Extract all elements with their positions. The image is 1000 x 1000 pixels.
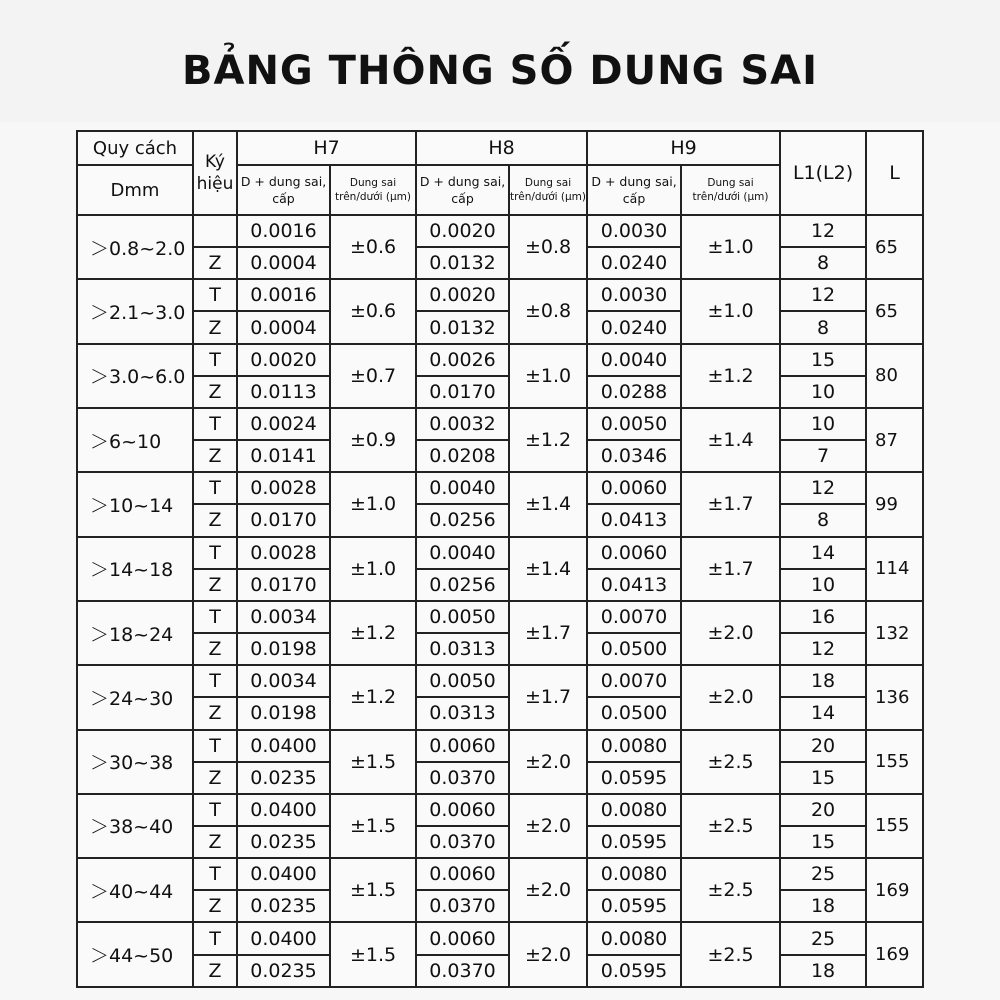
table-row: [77, 922, 923, 954]
h9-value-t: 0.0080: [587, 858, 681, 890]
h7-value-t: 0.0400: [237, 730, 330, 762]
h7-value-t: 0.0028: [237, 472, 330, 504]
h9-value-t: 0.0070: [587, 601, 681, 633]
h9-tolerance: ±1.2: [681, 344, 780, 408]
h7-value-z: 0.0198: [237, 633, 330, 665]
l1-value: 10: [780, 408, 866, 440]
l1-value: 12: [780, 215, 866, 247]
symbol-t: T: [193, 730, 237, 762]
table-row: [77, 440, 923, 472]
h9-value-t: 0.0060: [587, 472, 681, 504]
l2-value: 15: [780, 762, 866, 794]
symbol-z: Z: [193, 247, 237, 279]
h9-value-t: 0.0030: [587, 279, 681, 311]
l2-value: 8: [780, 504, 866, 536]
h9-tolerance: ±1.7: [681, 472, 780, 536]
h7-value-z: 0.0198: [237, 697, 330, 729]
symbol-t: T: [193, 344, 237, 376]
l1-value: 12: [780, 472, 866, 504]
h9-tolerance: ±2.5: [681, 858, 780, 922]
h9-tolerance: ±1.0: [681, 279, 780, 343]
header-symbol: Ký hiệu: [193, 131, 237, 215]
size-range: ＞24~30: [77, 665, 193, 729]
h8-value-z: 0.0370: [416, 955, 509, 987]
h8-value-t: 0.0040: [416, 472, 509, 504]
symbol-z: Z: [193, 762, 237, 794]
header-dmm: Dmm: [77, 165, 193, 215]
h7-value-t: 0.0400: [237, 794, 330, 826]
size-range: ＞14~18: [77, 537, 193, 601]
h9-tolerance: ±2.0: [681, 665, 780, 729]
header-h9-tol: Dung sai trên/dưới (μm): [681, 165, 780, 215]
l2-value: 10: [780, 569, 866, 601]
l2-value: 8: [780, 247, 866, 279]
h7-value-z: 0.0141: [237, 440, 330, 472]
size-range: ＞0.8~2.0: [77, 215, 193, 279]
l2-value: 18: [780, 955, 866, 987]
h8-value-z: 0.0256: [416, 504, 509, 536]
l1-value: 16: [780, 601, 866, 633]
h9-value-t: 0.0060: [587, 537, 681, 569]
h9-tolerance: ±2.0: [681, 601, 780, 665]
h9-value-z: 0.0595: [587, 826, 681, 858]
header-h8: H8: [416, 131, 587, 165]
l-value: 169: [866, 922, 923, 987]
table-row: [77, 376, 923, 408]
symbol-z: Z: [193, 633, 237, 665]
l2-value: 18: [780, 890, 866, 922]
symbol-z: Z: [193, 955, 237, 987]
h8-value-t: 0.0040: [416, 537, 509, 569]
header-h8-dtol: D + dung sai, cấp: [416, 165, 509, 215]
h9-value-z: 0.0595: [587, 762, 681, 794]
h8-value-t: 0.0060: [416, 858, 509, 890]
h7-tolerance: ±1.5: [330, 794, 416, 858]
symbol-t: [193, 215, 237, 247]
h8-value-z: 0.0370: [416, 890, 509, 922]
h7-value-t: 0.0016: [237, 279, 330, 311]
page-title: BẢNG THÔNG SỐ DUNG SAI: [182, 48, 818, 94]
l2-value: 14: [780, 697, 866, 729]
h8-value-t: 0.0026: [416, 344, 509, 376]
l1-value: 15: [780, 344, 866, 376]
h7-tolerance: ±0.6: [330, 215, 416, 279]
h9-value-z: 0.0413: [587, 504, 681, 536]
h8-tolerance: ±0.8: [509, 279, 587, 343]
h8-tolerance: ±1.7: [509, 665, 587, 729]
l-value: 136: [866, 665, 923, 729]
header-h9: H9: [587, 131, 780, 165]
table-row: [77, 633, 923, 665]
table-row: [77, 504, 923, 536]
h8-value-t: 0.0020: [416, 279, 509, 311]
h9-tolerance: ±2.5: [681, 922, 780, 987]
h9-value-t: 0.0080: [587, 730, 681, 762]
h9-value-z: 0.0288: [587, 376, 681, 408]
symbol-z: Z: [193, 311, 237, 343]
l2-value: 8: [780, 311, 866, 343]
h7-value-z: 0.0170: [237, 569, 330, 601]
h8-value-t: 0.0060: [416, 794, 509, 826]
symbol-t: T: [193, 472, 237, 504]
h8-value-z: 0.0132: [416, 311, 509, 343]
h7-value-t: 0.0016: [237, 215, 330, 247]
l2-value: 7: [780, 440, 866, 472]
h7-tolerance: ±1.5: [330, 858, 416, 922]
h8-value-z: 0.0256: [416, 569, 509, 601]
h7-value-z: 0.0235: [237, 762, 330, 794]
h9-value-z: 0.0413: [587, 569, 681, 601]
symbol-t: T: [193, 858, 237, 890]
size-range: ＞30~38: [77, 730, 193, 794]
h8-tolerance: ±2.0: [509, 922, 587, 987]
h9-tolerance: ±2.5: [681, 730, 780, 794]
h9-value-z: 0.0240: [587, 311, 681, 343]
h8-value-t: 0.0060: [416, 730, 509, 762]
table-row: [77, 858, 923, 890]
h7-value-z: 0.0004: [237, 247, 330, 279]
h8-tolerance: ±2.0: [509, 730, 587, 794]
symbol-t: T: [193, 922, 237, 954]
symbol-z: Z: [193, 697, 237, 729]
h7-tolerance: ±1.2: [330, 665, 416, 729]
l1-value: 12: [780, 279, 866, 311]
h7-value-t: 0.0024: [237, 408, 330, 440]
header-l: L: [866, 131, 923, 215]
h9-value-z: 0.0595: [587, 955, 681, 987]
l1-value: 20: [780, 794, 866, 826]
h9-value-t: 0.0050: [587, 408, 681, 440]
l-value: 99: [866, 472, 923, 536]
h8-value-t: 0.0020: [416, 215, 509, 247]
header-h7-tol: Dung sai trên/dưới (μm): [330, 165, 416, 215]
symbol-z: Z: [193, 826, 237, 858]
h7-tolerance: ±1.0: [330, 472, 416, 536]
h9-value-z: 0.0500: [587, 697, 681, 729]
h7-value-t: 0.0034: [237, 665, 330, 697]
h8-tolerance: ±2.0: [509, 794, 587, 858]
h9-tolerance: ±2.5: [681, 794, 780, 858]
h9-value-z: 0.0595: [587, 890, 681, 922]
table-row: [77, 955, 923, 987]
h8-value-t: 0.0050: [416, 665, 509, 697]
h7-value-z: 0.0235: [237, 826, 330, 858]
l2-value: 15: [780, 826, 866, 858]
h8-value-t: 0.0032: [416, 408, 509, 440]
h7-value-t: 0.0020: [237, 344, 330, 376]
size-range: ＞2.1~3.0: [77, 279, 193, 343]
table-row: [77, 344, 923, 376]
h7-tolerance: ±1.0: [330, 537, 416, 601]
h9-tolerance: ±1.7: [681, 537, 780, 601]
l1-value: 18: [780, 665, 866, 697]
h8-tolerance: ±0.8: [509, 215, 587, 279]
size-range: ＞38~40: [77, 794, 193, 858]
tolerance-table: [76, 130, 924, 988]
l-value: 155: [866, 730, 923, 794]
l-value: 80: [866, 344, 923, 408]
size-range: ＞18~24: [77, 601, 193, 665]
h9-value-t: 0.0080: [587, 794, 681, 826]
table-row: [77, 472, 923, 504]
h9-value-z: 0.0500: [587, 633, 681, 665]
symbol-t: T: [193, 537, 237, 569]
h8-value-z: 0.0313: [416, 697, 509, 729]
h9-value-t: 0.0030: [587, 215, 681, 247]
table-row: [77, 730, 923, 762]
header-h7: H7: [237, 131, 416, 165]
table-row: [77, 762, 923, 794]
table-row: [77, 665, 923, 697]
table-row: [77, 247, 923, 279]
table-row: [77, 279, 923, 311]
h7-tolerance: ±0.6: [330, 279, 416, 343]
symbol-z: Z: [193, 376, 237, 408]
header-spec: Quy cách: [77, 131, 193, 165]
l-value: 87: [866, 408, 923, 472]
table-row: [77, 826, 923, 858]
size-range: ＞10~14: [77, 472, 193, 536]
symbol-z: Z: [193, 440, 237, 472]
h7-tolerance: ±1.5: [330, 922, 416, 987]
table-row: [77, 537, 923, 569]
table-row: [77, 890, 923, 922]
symbol-t: T: [193, 601, 237, 633]
h8-tolerance: ±1.4: [509, 472, 587, 536]
table-row: [77, 794, 923, 826]
table-row: [77, 697, 923, 729]
h8-value-z: 0.0132: [416, 247, 509, 279]
l2-value: 10: [780, 376, 866, 408]
size-range: ＞6~10: [77, 408, 193, 472]
header-h9-dtol: D + dung sai, cấp: [587, 165, 681, 215]
h8-value-z: 0.0208: [416, 440, 509, 472]
h9-tolerance: ±1.0: [681, 215, 780, 279]
h7-value-z: 0.0004: [237, 311, 330, 343]
l2-value: 12: [780, 633, 866, 665]
header-h7-dtol: D + dung sai, cấp: [237, 165, 330, 215]
symbol-z: Z: [193, 569, 237, 601]
h9-value-z: 0.0346: [587, 440, 681, 472]
l1-value: 14: [780, 537, 866, 569]
h9-value-t: 0.0080: [587, 922, 681, 954]
l-value: 114: [866, 537, 923, 601]
l1-value: 25: [780, 858, 866, 890]
h7-value-t: 0.0028: [237, 537, 330, 569]
h8-tolerance: ±1.0: [509, 344, 587, 408]
symbol-t: T: [193, 794, 237, 826]
l-value: 65: [866, 215, 923, 279]
h9-value-z: 0.0240: [587, 247, 681, 279]
h8-value-t: 0.0050: [416, 601, 509, 633]
symbol-t: T: [193, 408, 237, 440]
symbol-z: Z: [193, 890, 237, 922]
l-value: 155: [866, 794, 923, 858]
table-row: [77, 408, 923, 440]
h8-tolerance: ±1.7: [509, 601, 587, 665]
h8-tolerance: ±1.4: [509, 537, 587, 601]
size-range: ＞40~44: [77, 858, 193, 922]
l1-value: 20: [780, 730, 866, 762]
h8-value-t: 0.0060: [416, 922, 509, 954]
h8-tolerance: ±2.0: [509, 858, 587, 922]
symbol-t: T: [193, 665, 237, 697]
h7-tolerance: ±1.5: [330, 730, 416, 794]
h7-value-t: 0.0400: [237, 922, 330, 954]
h8-value-z: 0.0170: [416, 376, 509, 408]
h8-value-z: 0.0370: [416, 762, 509, 794]
h7-value-z: 0.0235: [237, 890, 330, 922]
h8-value-z: 0.0313: [416, 633, 509, 665]
h8-tolerance: ±1.2: [509, 408, 587, 472]
h7-tolerance: ±0.7: [330, 344, 416, 408]
h9-tolerance: ±1.4: [681, 408, 780, 472]
h9-value-t: 0.0070: [587, 665, 681, 697]
h7-value-z: 0.0113: [237, 376, 330, 408]
h7-value-t: 0.0034: [237, 601, 330, 633]
header-h8-tol: Dung sai trên/dưới (μm): [509, 165, 587, 215]
l-value: 132: [866, 601, 923, 665]
l1-value: 25: [780, 922, 866, 954]
table-row: [77, 569, 923, 601]
h7-value-z: 0.0235: [237, 955, 330, 987]
header-l1l2: L1(L2): [780, 131, 866, 215]
table-row: [77, 311, 923, 343]
h7-tolerance: ±0.9: [330, 408, 416, 472]
size-range: ＞3.0~6.0: [77, 344, 193, 408]
symbol-t: T: [193, 279, 237, 311]
symbol-z: Z: [193, 504, 237, 536]
h8-value-z: 0.0370: [416, 826, 509, 858]
table-row: [77, 601, 923, 633]
table-row: [77, 215, 923, 247]
size-range: ＞44~50: [77, 922, 193, 987]
h9-value-t: 0.0040: [587, 344, 681, 376]
h7-value-z: 0.0170: [237, 504, 330, 536]
l-value: 169: [866, 858, 923, 922]
l-value: 65: [866, 279, 923, 343]
h7-tolerance: ±1.2: [330, 601, 416, 665]
h7-value-t: 0.0400: [237, 858, 330, 890]
